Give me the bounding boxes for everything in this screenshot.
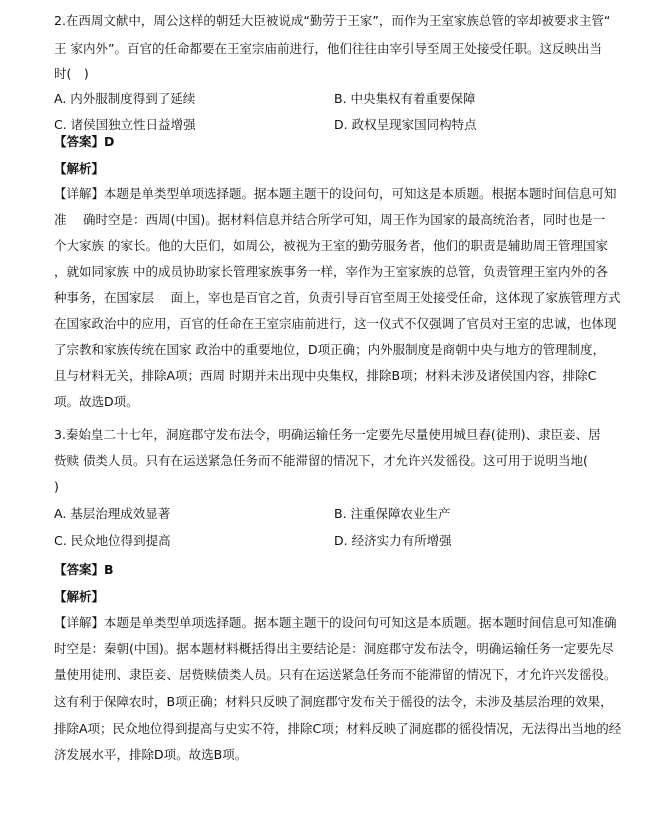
q3-analysis-label: 【解析】 — [54, 589, 105, 604]
q2-detail-line-1: 【详解】本题是单类型单项选择题。据本题主题干的设问句，可知这是本质题。根据本题时间信息可知 — [54, 186, 617, 201]
q3-option-b: B. 注重保障农业生产 — [334, 506, 451, 521]
q3-detail-line-2: 时空是：秦朝(中国)。据本题材料概括得出主要结论是：洞庭郡守发布法令，明确运输任务一定要先尽 — [54, 641, 614, 656]
q3-detail-line-3: 量使用徒刑、隶臣妾、居赀赎债类人员。只有在运送紧急任务而不能滞留的情况下，才允许兴发徭役。 — [54, 667, 617, 682]
q2-detail-line-9: 项。故选D项。 — [54, 394, 139, 409]
q2-option-c: C. 诸侯国独立性日益增强 — [54, 117, 196, 132]
q2-option-d: D. 政权呈现家国同构特点 — [334, 117, 477, 132]
q2-detail-line-4: ，就如同家族 中的成员协助家长管理家族事务一样，宰作为王室家族的总管，负责管理王室内外的各 — [54, 264, 608, 279]
q2-detail-line-3: 个大家族 的家长。他的大臣们，如周公，被视为王室的勤劳服务者，他们的职责是辅助周王管理国家 — [54, 238, 608, 253]
q3-answer: 【答案】B — [54, 562, 114, 577]
q3-stem-line-3: ) — [54, 479, 59, 494]
q2-option-a: A. 内外服制度得到了延续 — [54, 91, 196, 106]
q3-option-d: D. 经济实力有所增强 — [334, 533, 452, 548]
q3-detail-line-4: 这有利于保障农时，B项正确；材料只反映了洞庭郡守发布关于徭役的法令，未涉及基层治理的效果， — [54, 694, 613, 709]
q3-stem-line-1: 3.秦始皇二十七年，洞庭郡守发布法令，明确运输任务一定要先尽量使用城旦舂(徒刑)、隶臣妾、居 — [54, 427, 601, 442]
q2-answer: 【答案】D — [54, 134, 115, 149]
q2-detail-line-6: 在国家政治中的应用，百官的任命在王室宗庙前进行，这一仪式不仅强调了官员对王室的忠诚，也体现 — [54, 316, 617, 331]
q3-option-a: A. 基层治理成效显著 — [54, 506, 171, 521]
q2-stem-line-1: 2.在西周文献中，周公这样的朝廷大臣被说成“勤劳于王家”，而作为王室家族总管的宰却被要求主管“ — [54, 13, 611, 28]
q3-option-c: C. 民众地位得到提高 — [54, 533, 171, 548]
q3-detail-line-5: 排除A项；民众地位得到提高与史实不符，排除C项；材料反映了洞庭郡的徭役情况，无法得出当地的经 — [54, 721, 622, 736]
q2-stem-line-3: 时( ) — [54, 66, 89, 81]
q3-detail-line-6: 济发展水平，排除D项。故选B项。 — [54, 747, 248, 762]
q2-stem-line-2: 王 家内外”。百官的任命都要在王室宗庙前进行，他们往往由宰引导至周王处接受任职。这反映出当 — [54, 41, 602, 56]
q3-detail-line-1: 【详解】本题是单类型单项选择题。据本题主题干的设问句可知这是本质题。据本题时间信息可知准确 — [54, 615, 617, 630]
q2-analysis-label: 【解析】 — [54, 161, 105, 176]
q2-detail-line-8: 且与材料无关，排除A项；西周 时期并未出现中央集权，排除B项；材料未涉及诸侯国内容，排除C — [54, 368, 597, 383]
q2-option-b: B. 中央集权有着重要保障 — [334, 91, 476, 106]
q2-detail-line-5: 种事务，在国家层 面上，宰也是百官之首，负责引导百官至周王处接受任命，这体现了家族管理方式 — [54, 290, 621, 305]
q2-detail-line-2: 准 确时空是：西周(中国)。据材料信息并结合所学可知，周王作为国家的最高统治者，同时也是一 — [54, 212, 606, 227]
q3-stem-line-2: 赀赎 债类人员。只有在运送紧急任务而不能滞留的情况下，才允许兴发徭役。这可用于说明当地( — [54, 453, 588, 468]
q2-detail-line-7: 了宗教和家族传统在国家 政治中的重要地位，D项正确；内外服制度是商朝中央与地方的管理制度， — [54, 342, 606, 357]
